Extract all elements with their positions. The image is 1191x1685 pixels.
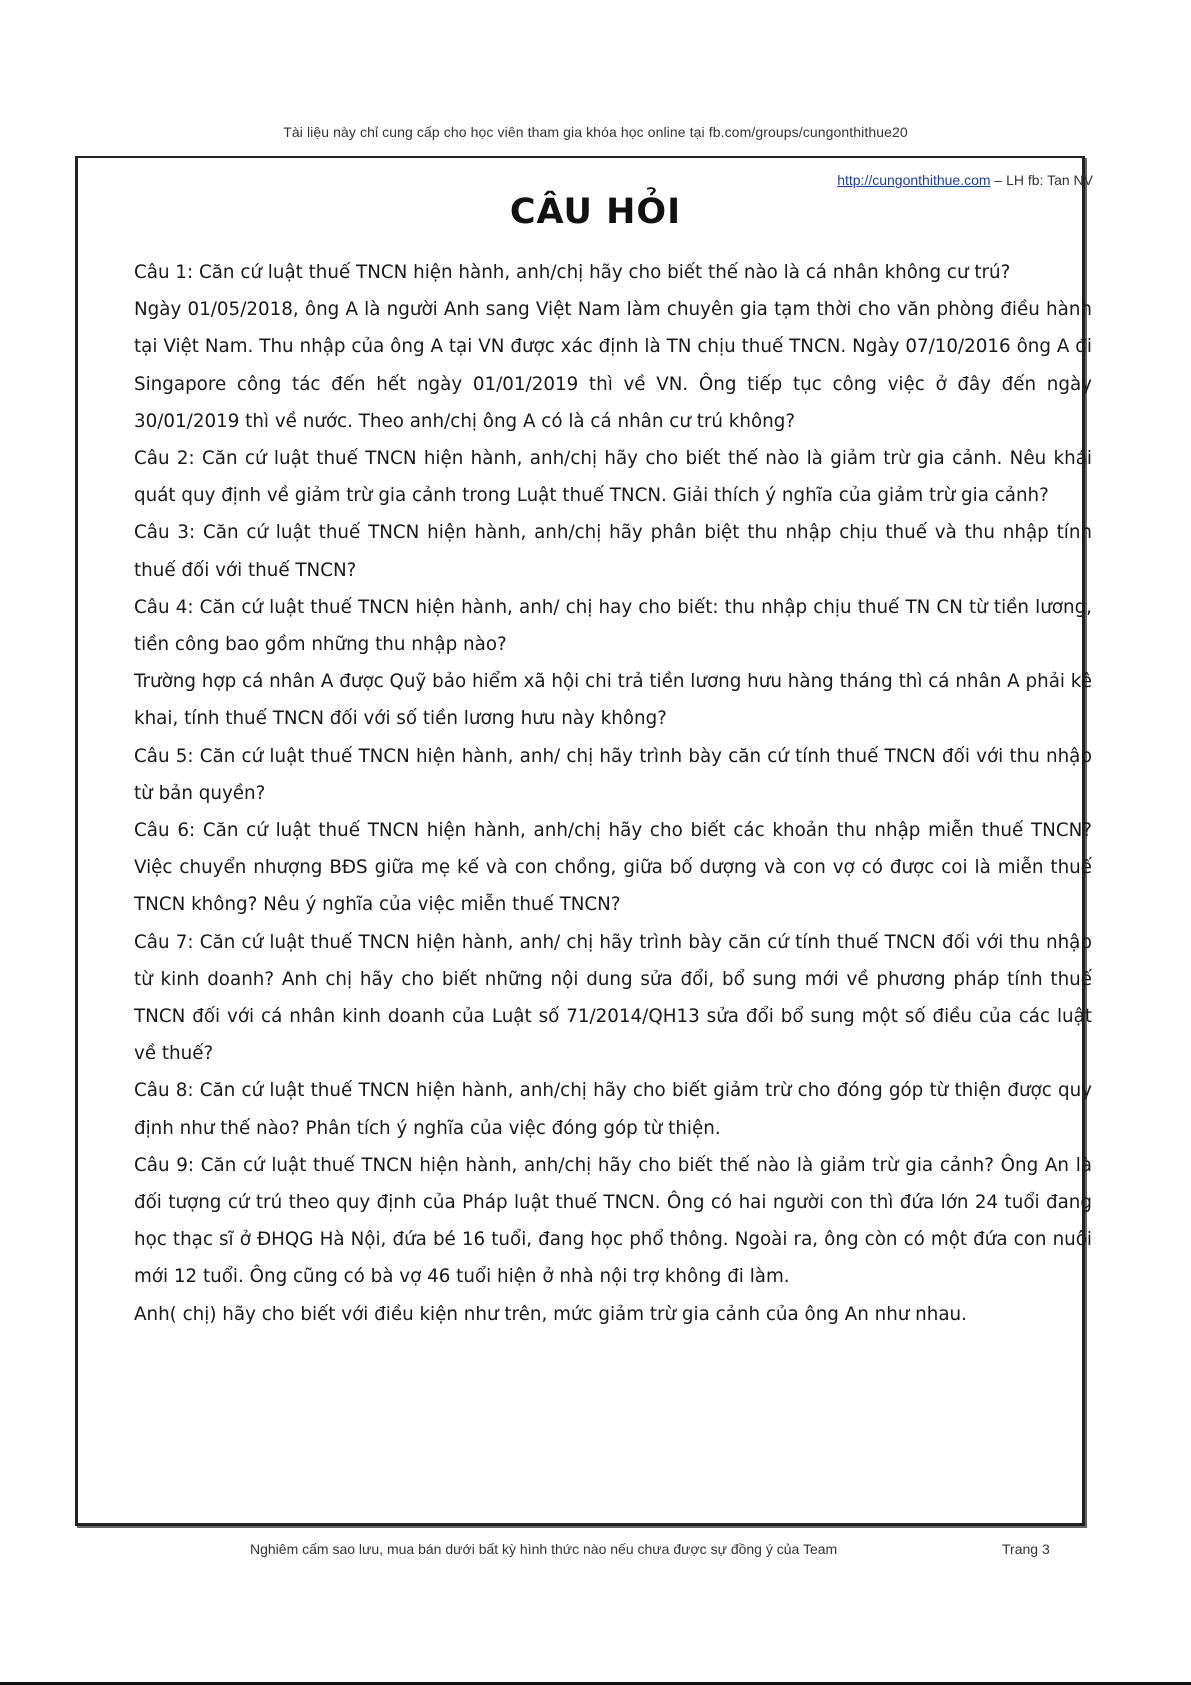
paragraph-question-5: Câu 5: Căn cứ luật thuế TNCN hiện hành, anh/ chị hãy trình bày căn cứ tính thuế TNCN đối với thu nhập từ bản quyền? xyxy=(134,745,1092,804)
site-contact-line xyxy=(837,172,1093,188)
footer-disclaimer: Nghiêm cấm sao lưu, mua bán dưới bất kỳ hình thức nào nếu chưa được sự đồng ý của Team xyxy=(250,1541,838,1557)
paragraph-question-8: Câu 8: Căn cứ luật thuế TNCN hiện hành, anh/chị hãy cho biết giảm trừ cho đóng góp từ thiện được quy định như thế nào? Phân tích ý nghĩa của việc đóng góp từ thiện. xyxy=(134,1080,1092,1139)
paragraph-question-9: Câu 9: Căn cứ luật thuế TNCN hiện hành, anh/chị hãy cho biết thế nào là giảm trừ gia cảnh? Ông An là đối tượng cứ trú theo quy định của Pháp luật thuế TNCN. Ông có hai người con thì đứa lớn 24 tuổi đang học thạc sĩ ở ĐHQG Hà Nội, đứa bé 16 tuổi, đang học phổ thông. Ngoài ra, ông còn có một đứa con nuôi mới 12 tuổi. Ông cũng có bà vợ 46 tuổi hiện ở nhà nội trợ không đi làm. xyxy=(134,1154,1092,1288)
question-list xyxy=(134,254,1092,1333)
paragraph-question-2: Câu 2: Căn cứ luật thuế TNCN hiện hành, anh/chị hãy cho biết thế nào là giảm trừ gia cảnh. Nêu khái quát quy định về giảm trừ gia cảnh trong Luật thuế TNCN. Giải thích ý nghĩa của giảm trừ gia cảnh? xyxy=(134,448,1092,507)
paragraph-question-6: Câu 6: Căn cứ luật thuế TNCN hiện hành, anh/chị hãy cho biết các khoản thu nhập miễn thuế TNCN? Việc chuyển nhượng BĐS giữa mẹ kế và con chồng, giữa bố dượng và con vợ có được coi là miễn thuế TNCN không? Nêu ý nghĩa của việc miễn thuế TNCN? xyxy=(134,820,1092,916)
site-link[interactable]: http://cungonthithue.com xyxy=(837,172,991,188)
paragraph-question-1: Câu 1: Căn cứ luật thuế TNCN hiện hành, anh/chị hãy cho biết thế nào là cá nhân không cư trú? xyxy=(134,262,1011,283)
paragraph-question-3: Câu 3: Căn cứ luật thuế TNCN hiện hành, anh/chị hãy phân biệt thu nhập chịu thuế và thu nhập tính thuế đối với thuế TNCN? xyxy=(134,522,1092,581)
paragraph-question-1-case: Ngày 01/05/2018, ông A là người Anh sang Việt Nam làm chuyên gia tạm thời cho văn phòng điều hành tại Việt Nam. Thu nhập của ông A tại VN được xác định là TN chịu thuế TNCN. Ngày 07/10/2016 ông A đi Singapore công tác đến hết ngày 01/01/2019 thì về VN. Ông tiếp tục công việc ở đây đến ngày 30/01/2019 thì về nước. Theo anh/chị ông A có là cá nhân cư trú không? xyxy=(134,299,1092,432)
paragraph-question-4-case: Trường hợp cá nhân A được Quỹ bảo hiểm xã hội chi trả tiền lương hưu hàng tháng thì cá nhân A phải kê khai, tính thuế TNCN đối với số tiền lương hưu này không? xyxy=(134,671,1092,730)
page-number: Trang 3 xyxy=(1002,1541,1050,1557)
contact-text: – LH fb: Tan NV xyxy=(990,172,1093,188)
paragraph-question-4: Câu 4: Căn cứ luật thuế TNCN hiện hành, anh/ chị hay cho biết: thu nhập chịu thuế TN CN từ tiền lương, tiền công bao gồm những thu nhập nào? xyxy=(134,596,1092,656)
page-title: CÂU HỎI xyxy=(509,192,682,232)
header-disclaimer: Tài liệu này chỉ cung cấp cho học viên tham gia khóa học online tại fb.com/groups/cungonthithue20 xyxy=(283,124,908,140)
paragraph-question-7: Câu 7: Căn cứ luật thuế TNCN hiện hành, anh/ chị hãy trình bày căn cứ tính thuế TNCN đối với thu nhập từ kinh doanh? Anh chị hãy cho biết những nội dung sửa đổi, bổ sung mới về phương pháp tính thuế TNCN đối với cá nhân kinh doanh của Luật số 71/2014/QH13 sửa đổi bổ sung một số điều của các luật về thuế? xyxy=(134,931,1092,1065)
paragraph-question-9-prompt: Anh( chị) hãy cho biết với điều kiện như trên, mức giảm trừ gia cảnh của ông An như nhau. xyxy=(134,1303,967,1325)
